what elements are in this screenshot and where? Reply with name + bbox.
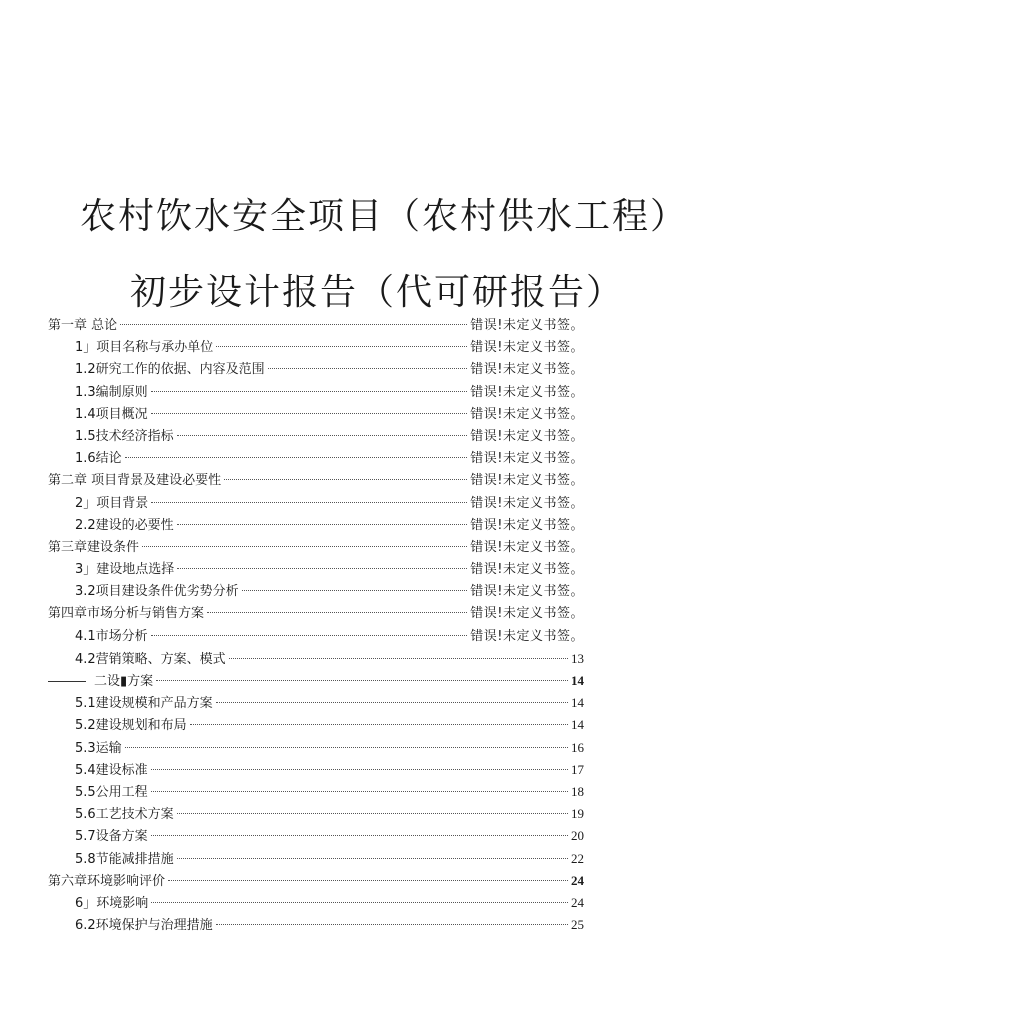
toc-entry[interactable] [48, 382, 584, 404]
toc-entry[interactable] [48, 848, 584, 870]
toc-entry[interactable] [48, 737, 584, 759]
toc-entry-label: 2.2建设的必要性 [75, 517, 174, 533]
blank-underline [48, 681, 86, 682]
toc-entry-page: 20 [571, 828, 584, 844]
toc-dot-leader [216, 346, 467, 347]
toc-entry-label: 第二章 项目背景及建设必要性 [48, 473, 222, 489]
toc-entry-label: 5.1建设规模和产品方案 [75, 696, 213, 712]
toc-entry-page: 错误!未定义书签。 [470, 473, 584, 489]
toc-entry-label: 4.1市场分析 [75, 628, 148, 644]
toc-entry-label: 第四章市场分析与销售方案 [48, 606, 205, 622]
toc-entry-label: 1.4项目概况 [75, 406, 148, 422]
toc-entry-page: 18 [571, 783, 584, 799]
toc-dot-leader [151, 902, 568, 903]
toc-entry-label: 5.5公用工程 [75, 784, 148, 800]
toc-entry[interactable] [48, 337, 584, 359]
toc-entry-label: 3」建设地点选择 [75, 562, 175, 578]
toc-dot-leader [151, 769, 568, 770]
toc-entry[interactable] [48, 648, 584, 670]
toc-entry-page: 错误!未定义书签。 [470, 406, 584, 422]
toc-dot-leader [177, 524, 468, 525]
toc-dot-leader [151, 791, 568, 792]
toc-entry[interactable] [48, 515, 584, 537]
toc-entry-page: 24 [571, 872, 584, 888]
toc-entry[interactable] [48, 559, 584, 581]
toc-entry[interactable] [48, 493, 584, 515]
toc-entry-label: 5.7设备方案 [75, 829, 148, 845]
toc-entry[interactable] [48, 537, 584, 559]
toc-dot-leader [125, 457, 468, 458]
toc-entry[interactable] [48, 470, 584, 492]
toc-dot-leader [151, 413, 468, 414]
toc-dot-leader [142, 546, 467, 547]
toc-entry-page: 错误!未定义书签。 [470, 451, 584, 467]
toc-entry-page: 13 [571, 650, 584, 666]
toc-entry-page: 25 [571, 917, 584, 933]
toc-dot-leader [177, 858, 568, 859]
toc-dot-leader [151, 835, 568, 836]
toc-entry-label: 第六章环境影响评价 [48, 873, 166, 889]
toc-dot-leader [156, 680, 568, 681]
toc-entry-label: 5.4建设标准 [75, 762, 148, 778]
toc-entry[interactable] [48, 714, 584, 736]
toc-dot-leader [151, 635, 468, 636]
toc-entry-page: 16 [571, 739, 584, 755]
document-title-line2: 初步设计报告（代可研报告） [130, 272, 625, 313]
toc-entry[interactable] [48, 603, 584, 625]
toc-dot-leader [120, 324, 467, 325]
toc-entry-page: 错误!未定义书签。 [470, 584, 584, 600]
toc-entry-page: 错误!未定义书签。 [470, 428, 584, 444]
toc-entry-page: 错误!未定义书签。 [470, 495, 584, 511]
toc-entry-page: 17 [571, 761, 584, 777]
toc-entry[interactable] [48, 359, 584, 381]
toc-entry-label: 第三章建设条件 [48, 539, 140, 555]
toc-entry-page: 14 [571, 695, 584, 711]
toc-entry-page: 错误!未定义书签。 [470, 384, 584, 400]
toc-entry-page: 24 [571, 894, 584, 910]
toc-dot-leader [125, 747, 568, 748]
toc-entry-label: 6.2环境保护与治理措施 [75, 918, 213, 934]
toc-dot-leader [177, 568, 467, 569]
toc-entry[interactable] [48, 426, 584, 448]
toc-entry-label: 1.2研究工作的依据、内容及范围 [75, 362, 265, 378]
toc-entry[interactable] [48, 803, 584, 825]
toc-entry-page: 22 [571, 850, 584, 866]
toc-entry-page: 14 [571, 673, 584, 688]
toc-entry-label: 3.2项目建设条件优劣势分析 [75, 584, 239, 600]
toc-dot-leader [207, 612, 467, 613]
toc-dot-leader [177, 435, 468, 436]
table-of-contents [48, 315, 584, 936]
toc-entry-label: 第一章 总论 [48, 318, 118, 333]
toc-entry[interactable] [48, 892, 584, 914]
toc-entry-page: 错误!未定义书签。 [470, 539, 584, 555]
toc-entry-label: 5.8节能减排措施 [75, 851, 174, 867]
toc-dot-leader [216, 924, 568, 925]
toc-entry-page: 错误!未定义书签。 [470, 340, 584, 356]
toc-entry[interactable] [48, 670, 584, 692]
toc-dot-leader [216, 702, 568, 703]
toc-entry-label: 5.6工艺技术方案 [75, 807, 174, 823]
toc-entry[interactable] [48, 781, 584, 803]
toc-entry-label: 5.3运输 [75, 740, 122, 756]
toc-entry[interactable] [48, 692, 584, 714]
toc-entry-page: 错误!未定义书签。 [470, 362, 584, 378]
toc-entry[interactable] [48, 315, 584, 337]
toc-entry[interactable] [48, 581, 584, 603]
toc-entry-page: 错误!未定义书签。 [470, 318, 584, 333]
toc-entry-page: 14 [571, 717, 584, 733]
toc-entry[interactable] [48, 914, 584, 936]
toc-entry-page: 错误!未定义书签。 [470, 562, 584, 578]
toc-entry-label: 5.2建设规划和布局 [75, 718, 187, 734]
toc-entry[interactable] [48, 404, 584, 426]
toc-dot-leader [168, 880, 568, 881]
toc-dot-leader [268, 368, 468, 369]
toc-entry-label: 1.3编制原则 [75, 384, 148, 400]
toc-entry-page: 错误!未定义书签。 [470, 628, 584, 644]
toc-entry[interactable] [48, 870, 584, 892]
toc-dot-leader [190, 724, 568, 725]
toc-entry-label: 6」环境影响 [75, 895, 149, 911]
toc-entry-label: 1.6结论 [75, 451, 122, 467]
toc-entry-label: 4.2营销策略、方案、模式 [75, 651, 226, 667]
toc-dot-leader [177, 813, 568, 814]
toc-dot-leader [229, 658, 568, 659]
toc-entry[interactable] [48, 448, 584, 470]
toc-entry[interactable] [48, 825, 584, 847]
toc-entry[interactable] [48, 759, 584, 781]
toc-entry-label: 1.5技术经济指标 [75, 428, 174, 444]
document-title-line1: 农村饮水安全项目（农村供水工程） [80, 196, 689, 237]
toc-entry-label: 2」项目背景 [75, 495, 149, 511]
toc-dot-leader [151, 502, 467, 503]
toc-dot-leader [151, 391, 468, 392]
toc-entry-page: 19 [571, 806, 584, 822]
toc-entry-label: 二设▮方案 [94, 674, 154, 689]
toc-entry[interactable] [48, 626, 584, 648]
toc-entry-page: 错误!未定义书签。 [470, 606, 584, 622]
toc-entry-page: 错误!未定义书签。 [470, 517, 584, 533]
toc-entry-label: 1」项目名称与承办单位 [75, 340, 214, 356]
toc-dot-leader [224, 479, 467, 480]
toc-dot-leader [242, 590, 468, 591]
